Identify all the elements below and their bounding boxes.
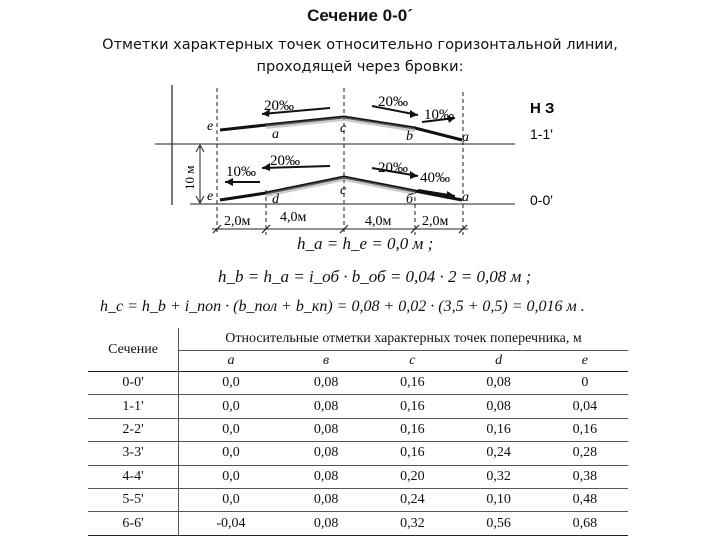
col-header-d: d: [455, 351, 541, 372]
table-row: [88, 372, 628, 395]
elevations-table: [88, 328, 628, 536]
cell: 0,08: [283, 418, 369, 441]
height-label: 10 м: [182, 165, 197, 190]
formula-1: h_a = h_e = 0,0 м ;: [297, 234, 434, 253]
cell: 0,08: [283, 465, 369, 488]
cell: 0,56: [455, 512, 541, 535]
cell: 0,38: [542, 465, 628, 488]
slope-bottom-2: 20‰: [270, 153, 300, 169]
cell: 0,08: [283, 395, 369, 418]
cell: 0,0: [179, 372, 283, 395]
cell: 0,16: [455, 418, 541, 441]
cell: 0,08: [283, 372, 369, 395]
cell: 0,0: [179, 465, 283, 488]
cell: 0,16: [369, 442, 455, 465]
slope-top-1: 20‰: [264, 98, 294, 114]
cell: 0,68: [542, 512, 628, 535]
cell: 0,32: [369, 512, 455, 535]
row-section: 5-5': [88, 488, 179, 511]
cell: -0,04: [179, 512, 283, 535]
row-section: 4-4': [88, 465, 179, 488]
section-label-bottom: 0-0': [530, 192, 553, 208]
col-header-v: в: [283, 351, 369, 372]
table-row: [88, 395, 628, 418]
cell: 0,08: [283, 512, 369, 535]
label-nz: Н З: [530, 100, 555, 117]
cell: 0,24: [369, 488, 455, 511]
point-bottom-d: d: [272, 192, 279, 207]
row-section: 6-6': [88, 512, 179, 535]
row-section: 3-3': [88, 442, 179, 465]
row-section: 2-2': [88, 418, 179, 441]
cell: 0,20: [369, 465, 455, 488]
dim-4: 2,0м: [422, 214, 449, 229]
cell: 0,16: [369, 395, 455, 418]
point-bottom-c: c: [340, 183, 347, 198]
page-title: Сечение 0-0´: [307, 6, 413, 25]
cell: 0,04: [542, 395, 628, 418]
cell: 0,16: [369, 372, 455, 395]
cell: 0,0: [179, 395, 283, 418]
point-top-b: b: [406, 129, 413, 144]
dim-1: 2,0м: [224, 214, 251, 229]
cell: 0,48: [542, 488, 628, 511]
col-header-a: а: [179, 351, 283, 372]
row-section: 1-1': [88, 395, 179, 418]
table-row: [88, 512, 628, 535]
cell: 0,10: [455, 488, 541, 511]
table-row: [88, 465, 628, 488]
section-label-top: 1-1': [530, 126, 553, 142]
col-section-header: Сечение: [88, 328, 179, 372]
point-top-a: а: [272, 127, 279, 142]
formula-3: h_c = h_b + i_поп · (b_пол + b_кп) = 0,08 + 0,02 · (3,5 + 0,5) = 0,016 м .: [100, 298, 585, 315]
cell: 0,08: [283, 442, 369, 465]
cell: 0,08: [283, 488, 369, 511]
cell: 0,28: [542, 442, 628, 465]
cell: 0,08: [455, 372, 541, 395]
cell: 0: [542, 372, 628, 395]
col-header-c: с: [369, 351, 455, 372]
point-bottom-e: е: [207, 189, 214, 204]
dim-3: 4,0м: [365, 214, 392, 229]
slope-bottom-4: 40‰: [420, 170, 450, 186]
cell: 0,16: [369, 418, 455, 441]
point-bottom-a: a: [462, 190, 469, 205]
slope-bottom-1: 10‰: [226, 164, 256, 180]
point-top-a2: a: [462, 130, 469, 145]
cell: 0,0: [179, 488, 283, 511]
slope-top-2: 20‰: [378, 94, 408, 110]
dim-2: 4,0м: [280, 210, 307, 225]
cell: 0,16: [542, 418, 628, 441]
group-header: Относительные отметки характерных точек поперечника, м: [179, 328, 629, 351]
point-bottom-b: б: [406, 192, 414, 207]
cell: 0,0: [179, 418, 283, 441]
cell: 0,24: [455, 442, 541, 465]
table-row: [88, 488, 628, 511]
point-top-c: с: [340, 121, 347, 136]
row-section: 0-0': [88, 372, 179, 395]
cell: 0,32: [455, 465, 541, 488]
cell: 0,0: [179, 442, 283, 465]
slope-top-3: 10‰: [424, 107, 454, 123]
table-row: [88, 418, 628, 441]
subtitle-line-1: Отметки характерных точек относительно горизонтальной линии,: [102, 37, 618, 53]
cell: 0,08: [455, 395, 541, 418]
formula-2: h_b = h_a = i_об · b_об = 0,04 · 2 = 0,08 м ;: [218, 267, 532, 286]
col-header-e: е: [542, 351, 628, 372]
table-row: [88, 442, 628, 465]
slope-bottom-3: 20‰: [378, 160, 408, 176]
point-top-e: е: [207, 119, 214, 134]
subtitle-line-2: проходящей через бровки:: [256, 59, 464, 75]
